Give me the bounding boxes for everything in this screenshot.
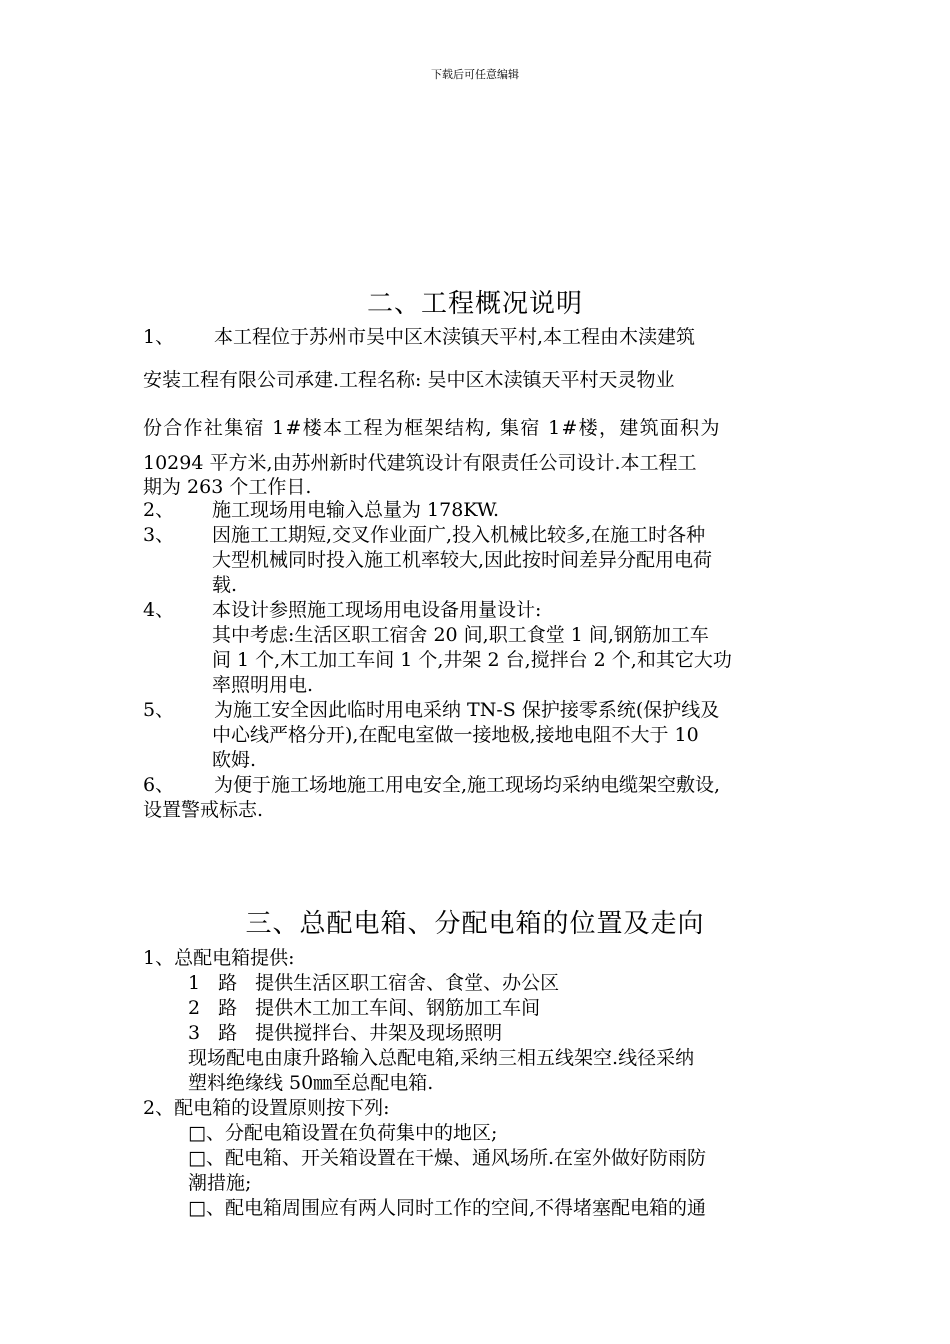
paragraph-line: 为便于施工场地施工用电安全,施工现场均采纳电缆架空敷设, <box>214 774 721 796</box>
paragraph-line: 施工现场用电输入总量为 178KW. <box>212 499 500 521</box>
paragraph-line: 为施工安全因此临时用电采纳 TN-S 保护接零系统(保护线及 <box>214 699 720 721</box>
paragraph-line: 塑料绝缘线 50㎜至总配电箱. <box>188 1072 434 1094</box>
item-number: 1、 <box>143 326 175 348</box>
section-title-overview: 二、工程概况说明 <box>366 289 583 319</box>
route-line: 2 路 提供木工加工车间、钢筋加工车间 <box>188 997 541 1019</box>
paragraph-line: 间 1 个,木工加工车间 1 个,井架 2 台,搅拌台 2 个,和其它大功 <box>212 649 732 671</box>
rule-line: □、配电箱、开关箱设置在干燥、通风场所.在室外做好防雨防 <box>188 1147 706 1169</box>
route-line: 3 路 提供搅拌台、井架及现场照明 <box>188 1022 503 1044</box>
paragraph-line: 中心线严格分开),在配电室做一接地极,接地电阻不大于 10 <box>212 724 699 746</box>
paragraph-line: 大型机械同时投入施工机率较大,因此按时间差异分配用电荷 <box>212 549 713 571</box>
item-number: 2、 <box>143 499 175 521</box>
paragraph-line: 份合作社集宿 1#楼本工程为框架结构, 集宿 1#楼，建筑面积为 <box>143 417 721 439</box>
rule-line: 潮措施; <box>188 1172 252 1194</box>
item-number: 3、 <box>143 524 175 546</box>
item-number: 5、 <box>143 699 175 721</box>
paragraph-line: 2、配电箱的设置原则按下列: <box>143 1097 390 1119</box>
paragraph-line: 欧姆. <box>212 749 257 771</box>
paragraph-line: 安装工程有限公司承建.工程名称: 吴中区木渎镇天平村天灵物业 <box>143 369 675 391</box>
paragraph-line: 期为 263 个工作日. <box>143 476 312 498</box>
section-title-distribution: 三、总配电箱、分配电箱的位置及走向 <box>245 909 705 939</box>
item-number: 6、 <box>143 774 175 796</box>
paragraph-line: 10294 平方米,由苏州新时代建筑设计有限责任公司设计.本工程工 <box>143 452 697 474</box>
paragraph-line: 其中考虑:生活区职工宿舍 20 间,职工食堂 1 间,钢筋加工车 <box>212 624 709 646</box>
route-line: 1 路 提供生活区职工宿舍、食堂、办公区 <box>188 972 560 994</box>
rule-line: □、配电箱周围应有两人同时工作的空间,不得堵塞配电箱的通 <box>188 1197 706 1219</box>
paragraph-line: 率照明用电. <box>212 674 314 696</box>
paragraph-line: 1、总配电箱提供: <box>143 947 295 969</box>
paragraph-line: 本工程位于苏州市吴中区木渎镇天平村,本工程由木渎建筑 <box>214 326 696 348</box>
paragraph-line: 载. <box>212 574 238 596</box>
paragraph-line: 因施工工期短,交叉作业面广,投入机械比较多,在施工时各种 <box>212 524 706 546</box>
page-header: 下载后可任意编辑 <box>431 68 519 81</box>
rule-line: □、分配电箱设置在负荷集中的地区; <box>188 1122 498 1144</box>
paragraph-line: 现场配电由康升路输入总配电箱,采纳三相五线架空.线径采纳 <box>188 1047 695 1069</box>
paragraph-line: 本设计参照施工现场用电设备用量设计: <box>212 599 542 621</box>
item-number: 4、 <box>143 599 175 621</box>
paragraph-line: 设置警戒标志. <box>143 799 264 821</box>
